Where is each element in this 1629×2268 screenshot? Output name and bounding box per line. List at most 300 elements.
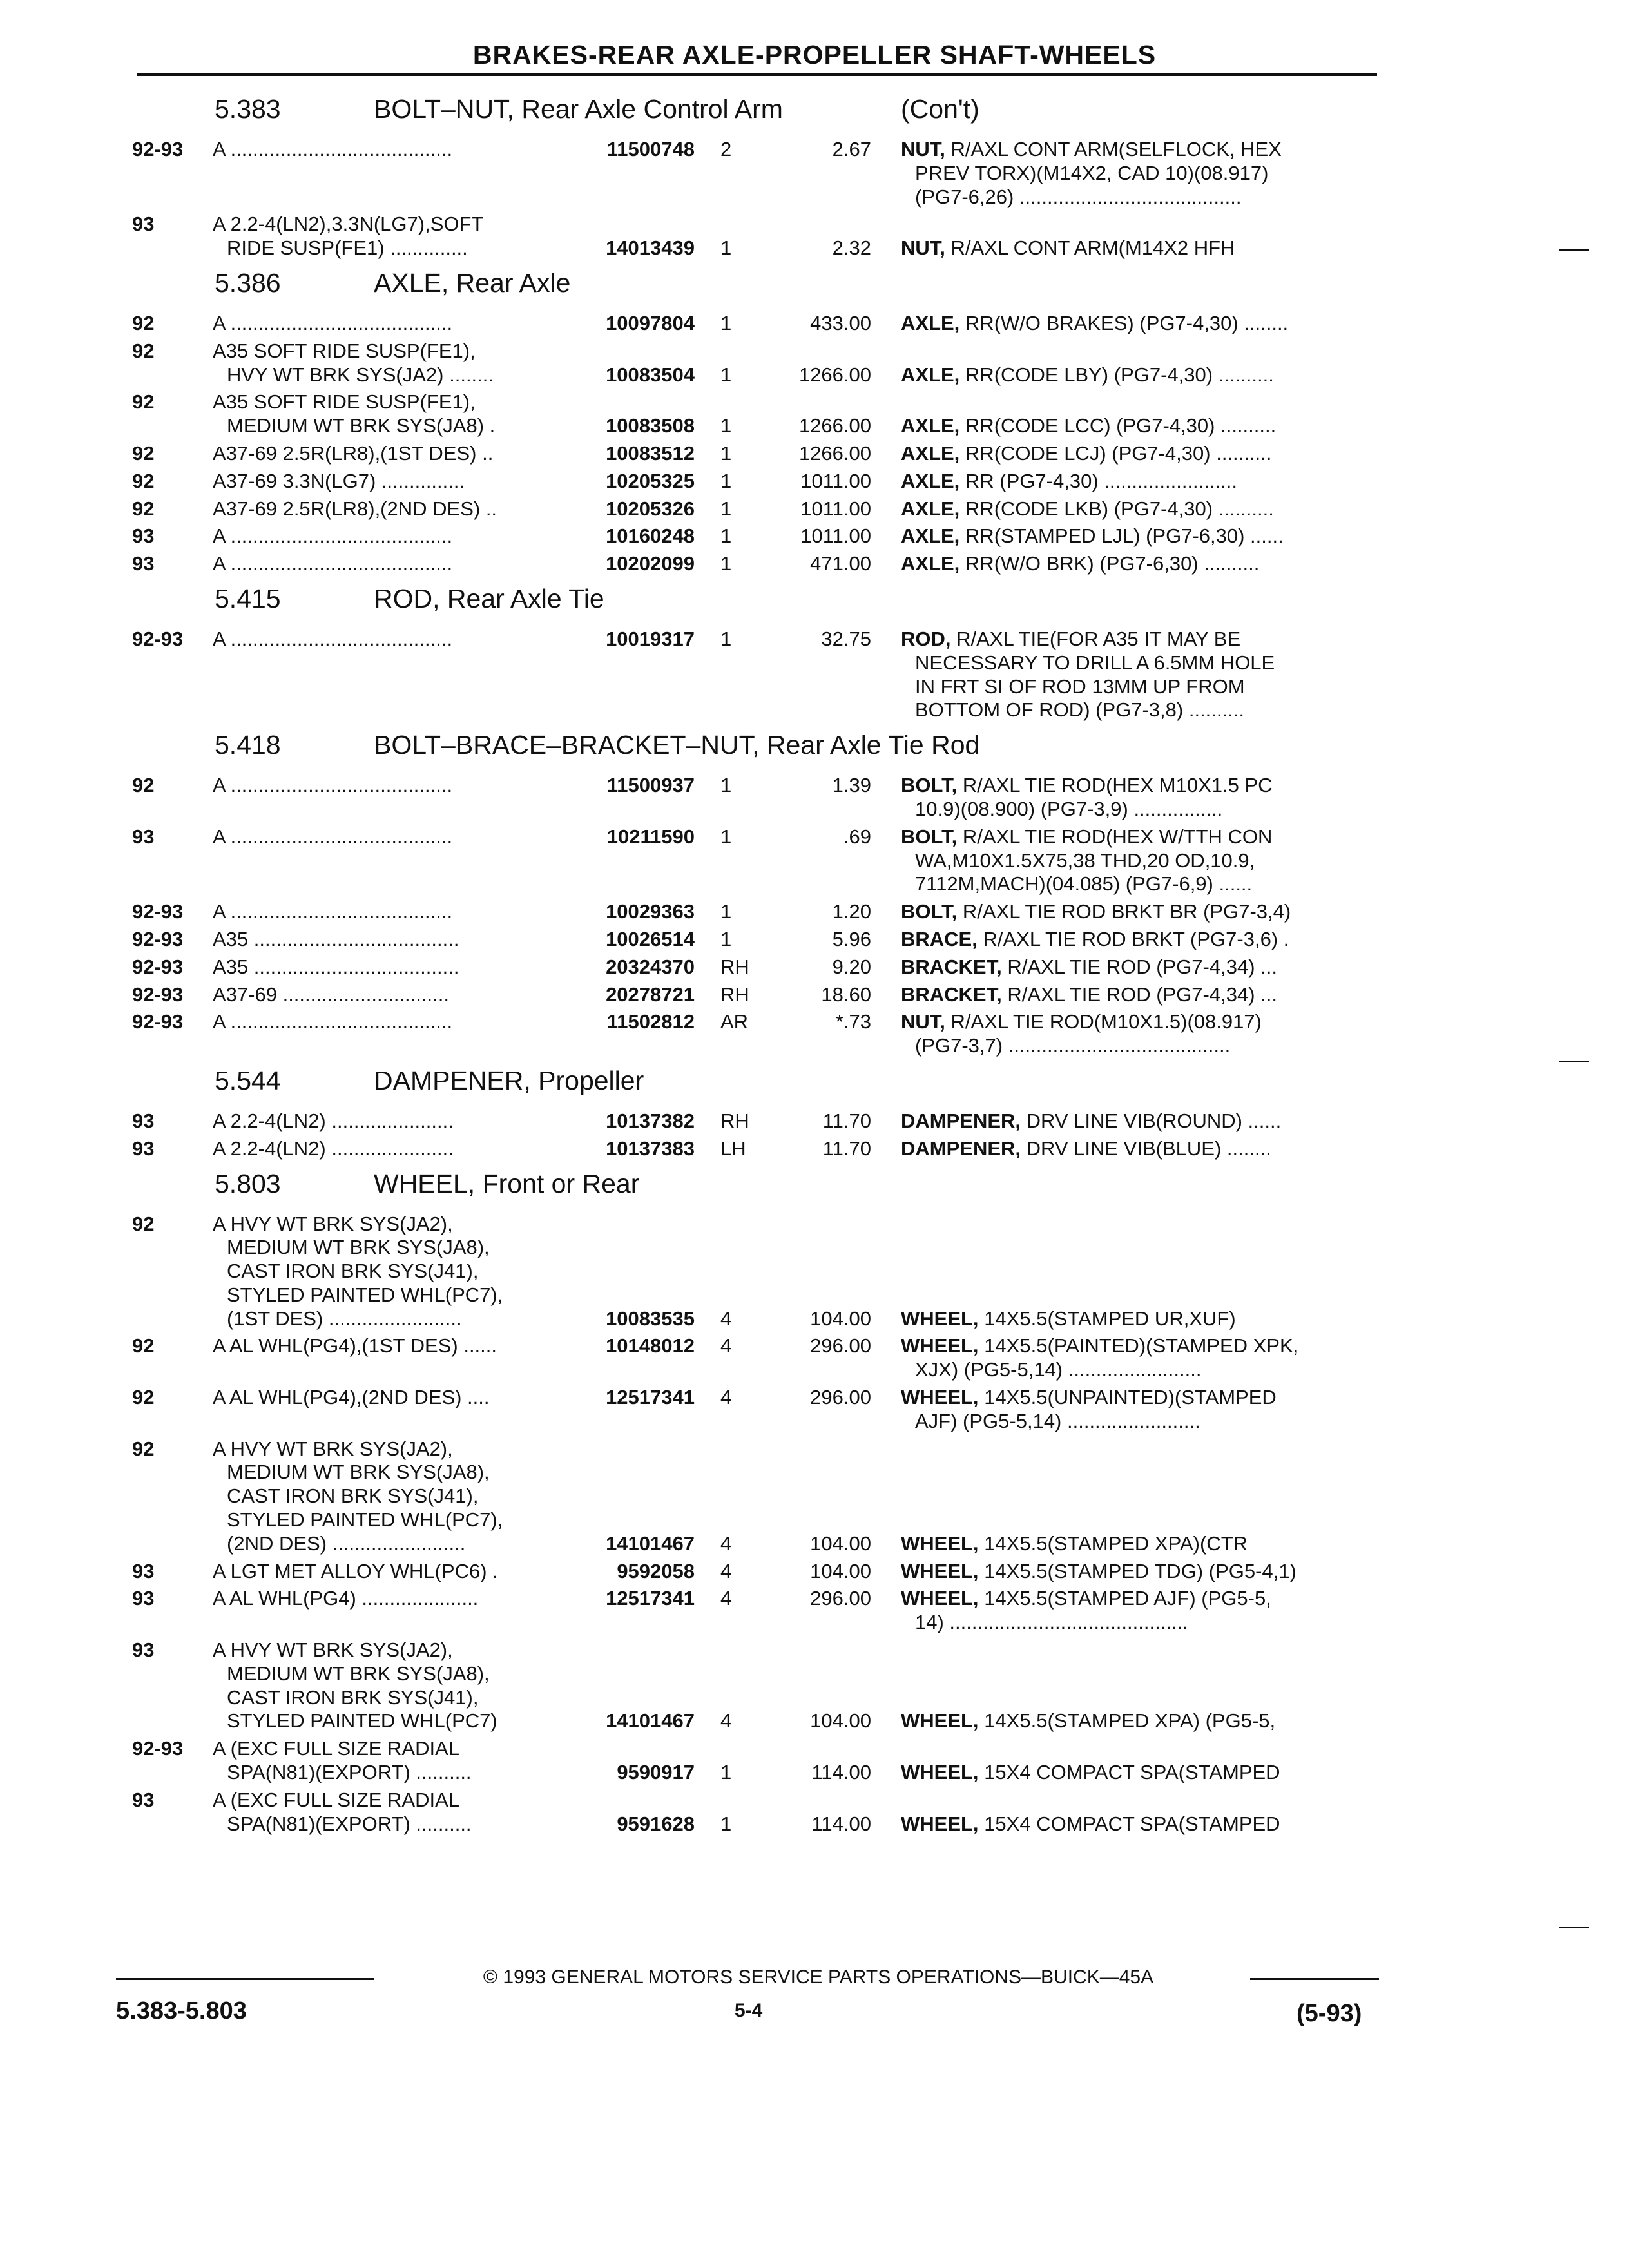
part-description-text: AJF) (PG5-5,14) ........................ [915, 1409, 1200, 1432]
section-number: 5.803 [215, 1168, 281, 1198]
model-years: 92 [132, 1386, 155, 1409]
part-description [901, 497, 1371, 521]
application-text: A AL WHL(PG4),(1ST DES) ...... [213, 1334, 497, 1358]
entry-line [0, 1461, 1629, 1485]
entry-line [0, 628, 1629, 651]
entry-line [0, 497, 1629, 521]
quantity: 1 [720, 1812, 732, 1835]
part-name: WHEEL, [901, 1559, 979, 1582]
part-description [915, 651, 1371, 675]
quantity: 1 [720, 363, 732, 386]
quantity: 1 [720, 414, 732, 437]
part-description-text: NECESSARY TO DRILL A 6.5MM HOLE [915, 651, 1275, 674]
part-entry [0, 1789, 1629, 1836]
entry-line [0, 1532, 1629, 1556]
part-number: 10083508 [606, 414, 695, 437]
part-description-text: R/AXL TIE ROD BRKT BR (PG7-3,4) [962, 900, 1291, 923]
part-description [901, 138, 1371, 162]
part-number: 11500748 [606, 138, 695, 160]
part-description-text: RR(CODE LCC) (PG7-4,30) .......... [965, 414, 1277, 437]
part-description-text: RR(CODE LCJ) (PG7-4,30) .......... [965, 441, 1272, 465]
part-number: 10083512 [606, 441, 695, 465]
part-entry [0, 442, 1629, 466]
quantity: 1 [720, 469, 732, 492]
entry-line [0, 774, 1629, 798]
entry-line [0, 442, 1629, 466]
section-header [0, 90, 1629, 138]
application-text: SPA(N81)(EXPORT) .......... [227, 1761, 472, 1784]
part-number: 10026514 [606, 927, 695, 950]
part-description-text: XJX) (PG5-5,14) ........................ [915, 1358, 1202, 1381]
part-description [901, 363, 1371, 387]
part-number: 10083535 [606, 1307, 695, 1330]
application-text: A HVY WT BRK SYS(JA2), [213, 1437, 453, 1460]
part-description-text: R/AXL TIE ROD(HEX W/TTH CON [962, 825, 1273, 848]
part-description-text: 14X5.5(STAMPED AJF) (PG5-5, [984, 1587, 1271, 1610]
application-text: A ........................................ [213, 311, 453, 334]
footer-rule-left [116, 1978, 374, 1980]
section-title: AXLE, Rear Axle [374, 267, 571, 298]
application-text: MEDIUM WT BRK SYS(JA8), [227, 1662, 490, 1685]
entry-line [0, 414, 1629, 438]
price: 114.00 [811, 1761, 871, 1784]
section-title: WHEEL, Front or Rear [374, 1168, 640, 1198]
application-text: MEDIUM WT BRK SYS(JA8), [227, 1461, 490, 1484]
model-years: 92 [132, 1334, 155, 1358]
part-description-text: 14X5.5(STAMPED TDG) (PG5-4,1) [984, 1559, 1296, 1582]
entry-line [0, 1686, 1629, 1710]
part-name: DAMPENER, [901, 1137, 1021, 1160]
footer-date: (5-93) [1296, 2000, 1362, 2027]
part-number: 10137383 [606, 1137, 695, 1160]
entry-line [0, 1812, 1629, 1836]
price: 104.00 [810, 1532, 871, 1555]
application-text: A (EXC FULL SIZE RADIAL [213, 1788, 460, 1811]
entry-line [0, 1560, 1629, 1584]
quantity: 1 [720, 311, 732, 334]
model-years: 92-93 [132, 955, 184, 978]
entry-line [0, 1236, 1629, 1260]
entry-line [0, 1709, 1629, 1733]
part-description [901, 628, 1371, 651]
application-text: A ........................................ [213, 627, 453, 650]
model-years: 92 [132, 1437, 155, 1460]
part-description [901, 1334, 1371, 1358]
model-years: 92 [132, 311, 155, 334]
application-text: A 2.2-4(LN2) ...................... [213, 1109, 454, 1132]
part-number: 12517341 [606, 1386, 695, 1409]
model-years: 92 [132, 390, 155, 414]
application-text: CAST IRON BRK SYS(J41), [227, 1485, 479, 1508]
section-number: 5.418 [215, 730, 281, 760]
entry-line [0, 390, 1629, 414]
part-number: 10029363 [606, 900, 695, 923]
part-name: BOLT, [901, 774, 958, 797]
part-description-text: RR (PG7-4,30) ........................ [965, 469, 1237, 492]
part-description-text: RR(W/O BRAKES) (PG7-4,30) ........ [965, 311, 1289, 334]
model-years: 93 [132, 825, 155, 848]
quantity: 1 [720, 524, 732, 548]
part-name: AXLE, [901, 552, 960, 575]
model-years: 93 [132, 524, 155, 548]
part-name: NUT, [901, 236, 945, 260]
margin-mark [1559, 1061, 1589, 1062]
application-text: A AL WHL(PG4),(2ND DES) .... [213, 1386, 490, 1409]
price: 11.70 [822, 1137, 871, 1160]
part-name: NUT, [901, 1010, 945, 1033]
entry-line [0, 928, 1629, 952]
application-text: A 2.2-4(LN2),3.3N(LG7),SOFT [213, 213, 484, 236]
part-number: 10160248 [606, 524, 695, 548]
entry-line [0, 698, 1629, 722]
application-text: A37-69 2.5R(LR8),(1ST DES) .. [213, 441, 494, 465]
price: 32.75 [821, 627, 871, 650]
entry-line [0, 1334, 1629, 1358]
entry-line [0, 1485, 1629, 1508]
part-description-text: 14) ........................................... [915, 1611, 1188, 1634]
application-text: A35 SOFT RIDE SUSP(FE1), [213, 390, 476, 414]
part-entry [0, 1213, 1629, 1331]
quantity: LH [720, 1137, 746, 1160]
entry-line [0, 651, 1629, 675]
part-name: AXLE, [901, 524, 960, 548]
part-description [901, 524, 1371, 548]
part-description [901, 312, 1371, 336]
price: 1266.00 [798, 363, 871, 386]
part-description-text: 14X5.5(STAMPED XPA)(CTR [984, 1532, 1248, 1555]
quantity: 1 [720, 927, 732, 950]
quantity: AR [720, 1010, 749, 1033]
part-description-text: RR(CODE LBY) (PG7-4,30) .......... [965, 363, 1274, 386]
entry-gap [0, 1836, 1629, 1840]
application-text: A ........................................ [213, 900, 453, 923]
entry-line [0, 675, 1629, 699]
entry-line [0, 1110, 1629, 1133]
entry-line [0, 340, 1629, 363]
section-header [0, 264, 1629, 312]
part-name: ROD, [901, 627, 951, 650]
model-years: 92 [132, 441, 155, 465]
price: 11.70 [822, 1109, 871, 1132]
model-years: 93 [132, 552, 155, 575]
part-name: WHEEL, [901, 1709, 979, 1733]
application-text: A ........................................ [213, 825, 453, 848]
quantity: 1 [720, 900, 732, 923]
entry-line [0, 1639, 1629, 1662]
part-description [901, 1812, 1371, 1836]
quantity: 4 [720, 1334, 732, 1358]
entry-line [0, 524, 1629, 548]
application-text: STYLED PAINTED WHL(PC7), [227, 1283, 503, 1306]
price: *.73 [835, 1010, 871, 1033]
part-entry [0, 390, 1629, 438]
margin-mark [1559, 1927, 1589, 1928]
margin-mark [1559, 249, 1589, 251]
quantity: 4 [720, 1587, 732, 1610]
part-description-text: R/AXL TIE ROD BRKT (PG7-3,6) . [983, 927, 1289, 950]
part-description [901, 774, 1371, 798]
part-number: 10202099 [606, 552, 695, 575]
part-description [901, 1587, 1371, 1611]
part-number: 14101467 [606, 1532, 695, 1555]
part-entry [0, 1437, 1629, 1556]
model-years: 93 [132, 1788, 155, 1811]
part-name: AXLE, [901, 363, 960, 386]
part-name: BRACKET, [901, 983, 1002, 1006]
part-description-text: R/AXL TIE ROD (PG7-4,34) ... [1007, 955, 1277, 978]
part-description-text: RR(W/O BRK) (PG7-6,30) .......... [965, 552, 1260, 575]
application-text: A ........................................ [213, 524, 453, 548]
price: 1266.00 [798, 441, 871, 465]
part-description-text: 10.9)(08.900) (PG7-3,9) ................ [915, 797, 1223, 820]
model-years: 93 [132, 1587, 155, 1610]
part-number: 12517341 [606, 1587, 695, 1610]
model-years: 93 [132, 1639, 155, 1662]
part-entry [0, 900, 1629, 924]
part-entry [0, 956, 1629, 979]
part-description [915, 1358, 1371, 1382]
part-description [901, 900, 1371, 924]
part-description-text: R/AXL CONT ARM(SELFLOCK, HEX [950, 138, 1282, 160]
part-number: 9592058 [617, 1559, 695, 1582]
quantity: 1 [720, 825, 732, 848]
part-description [901, 1137, 1371, 1161]
quantity: 1 [720, 1761, 732, 1784]
quantity: 4 [720, 1532, 732, 1555]
model-years: 92-93 [132, 983, 184, 1006]
quantity: RH [720, 955, 749, 978]
part-number: 14013439 [606, 236, 695, 260]
part-description [901, 1307, 1371, 1331]
part-description-text: DRV LINE VIB(BLUE) ........ [1026, 1137, 1271, 1160]
part-description [901, 1560, 1371, 1584]
section-title: ROD, Rear Axle Tie [374, 583, 604, 613]
part-number: 20278721 [606, 983, 695, 1006]
entry-line [0, 1010, 1629, 1034]
price: 2.32 [832, 236, 871, 260]
entry-line [0, 1789, 1629, 1812]
application-text: A35 SOFT RIDE SUSP(FE1), [213, 339, 476, 362]
part-description-text: 14X5.5(UNPAINTED)(STAMPED [984, 1386, 1277, 1409]
section-continued: (Con't) [901, 94, 979, 124]
price: 1011.00 [800, 497, 871, 520]
application-text: A37-69 2.5R(LR8),(2ND DES) .. [213, 497, 497, 520]
quantity: 1 [720, 552, 732, 575]
part-description-text: RR(CODE LKB) (PG7-4,30) .......... [965, 497, 1274, 520]
part-entry [0, 552, 1629, 576]
price: 1266.00 [798, 414, 871, 437]
section-title: BOLT–NUT, Rear Axle Control Arm [374, 94, 783, 124]
quantity: 1 [720, 236, 732, 260]
part-description-text: RR(STAMPED LJL) (PG7-6,30) ...... [965, 524, 1284, 548]
model-years: 93 [132, 1109, 155, 1132]
entry-line [0, 849, 1629, 873]
part-description-text: WA,M10X1.5X75,38 THD,20 OD,10.9, [915, 849, 1255, 872]
application-text: (1ST DES) ........................ [227, 1307, 462, 1330]
part-entry [0, 213, 1629, 260]
model-years: 93 [132, 1559, 155, 1582]
application-text: A AL WHL(PG4) ..................... [213, 1587, 479, 1610]
part-name: BRACKET, [901, 955, 1002, 978]
price: 296.00 [810, 1587, 871, 1610]
part-description [901, 442, 1371, 466]
part-description [901, 983, 1371, 1007]
price: 9.20 [832, 955, 871, 978]
price: 18.60 [821, 983, 871, 1006]
application-text: A37-69 3.3N(LG7) ............... [213, 469, 465, 492]
entry-line [0, 1737, 1629, 1761]
part-name: BOLT, [901, 825, 958, 848]
application-text: A ........................................ [213, 1010, 453, 1033]
part-name: WHEEL, [901, 1532, 979, 1555]
entry-line [0, 900, 1629, 924]
part-number: 10205325 [606, 469, 695, 492]
application-text: MEDIUM WT BRK SYS(JA8) . [227, 414, 496, 437]
section-title: DAMPENER, Propeller [374, 1065, 644, 1095]
part-entry [0, 1737, 1629, 1785]
part-number: 10019317 [606, 627, 695, 650]
quantity: RH [720, 1109, 749, 1132]
part-name: AXLE, [901, 311, 960, 334]
entry-line [0, 1437, 1629, 1461]
application-text: STYLED PAINTED WHL(PC7) [227, 1709, 497, 1733]
part-description-text: R/AXL TIE(FOR A35 IT MAY BE [956, 627, 1241, 650]
part-description-text: PREV TORX)(M14X2, CAD 10)(08.917) [915, 161, 1269, 184]
part-entry [0, 825, 1629, 896]
part-description [915, 1611, 1371, 1635]
model-years: 92 [132, 774, 155, 797]
application-text: MEDIUM WT BRK SYS(JA8), [227, 1236, 490, 1259]
section-header [0, 1165, 1629, 1213]
price: 5.96 [832, 927, 871, 950]
entry-line [0, 1662, 1629, 1686]
part-name: BOLT, [901, 900, 958, 923]
application-text: HVY WT BRK SYS(JA2) ........ [227, 363, 494, 386]
part-description-text: 15X4 COMPACT SPA(STAMPED [984, 1812, 1280, 1835]
part-name: AXLE, [901, 497, 960, 520]
part-entry [0, 983, 1629, 1007]
part-name: WHEEL, [901, 1812, 979, 1835]
section-number: 5.386 [215, 267, 281, 298]
part-name: WHEEL, [901, 1761, 979, 1784]
part-description [901, 1110, 1371, 1133]
entry-line [0, 1587, 1629, 1611]
model-years: 92-93 [132, 900, 184, 923]
price: 433.00 [810, 311, 871, 334]
part-name: WHEEL, [901, 1587, 979, 1610]
quantity: 1 [720, 497, 732, 520]
application-text: (2ND DES) ........................ [227, 1532, 466, 1555]
entry-line [0, 1213, 1629, 1236]
model-years: 92-93 [132, 927, 184, 950]
quantity: 1 [720, 627, 732, 650]
part-description-text: DRV LINE VIB(ROUND) ...... [1026, 1109, 1282, 1132]
application-text: A35 ..................................... [213, 955, 459, 978]
price: 1011.00 [800, 524, 871, 548]
part-entry [0, 470, 1629, 494]
part-number: 10083504 [606, 363, 695, 386]
entry-line [0, 470, 1629, 494]
part-description-text: 7112M,MACH)(04.085) (PG7-6,9) ...... [915, 872, 1253, 896]
entry-line [0, 1358, 1629, 1382]
section-title: BOLT–BRACE–BRACKET–NUT, Rear Axle Tie Rod [374, 730, 980, 760]
application-text: RIDE SUSP(FE1) .............. [227, 236, 468, 260]
entry-line [0, 236, 1629, 260]
application-text: A 2.2-4(LN2) ...................... [213, 1137, 454, 1160]
price: 296.00 [810, 1386, 871, 1409]
price: 104.00 [810, 1709, 871, 1733]
application-text: A ........................................ [213, 552, 453, 575]
price: 296.00 [810, 1334, 871, 1358]
price: 2.67 [832, 138, 871, 160]
application-text: CAST IRON BRK SYS(J41), [227, 1686, 479, 1709]
part-entry [0, 497, 1629, 521]
entry-line [0, 213, 1629, 236]
part-description [901, 236, 1371, 260]
application-text: SPA(N81)(EXPORT) .......... [227, 1812, 472, 1835]
application-text: A (EXC FULL SIZE RADIAL [213, 1737, 460, 1760]
entry-line [0, 1410, 1629, 1434]
quantity: 4 [720, 1386, 732, 1409]
part-description [901, 1010, 1371, 1034]
part-name: AXLE, [901, 469, 960, 492]
part-entry [0, 524, 1629, 548]
part-number: 9591628 [617, 1812, 695, 1835]
entry-line [0, 138, 1629, 162]
section-number: 5.544 [215, 1065, 281, 1095]
part-description [915, 698, 1371, 722]
model-years: 92 [132, 497, 155, 520]
entry-line [0, 186, 1629, 209]
part-name: DAMPENER, [901, 1109, 1021, 1132]
footer-range: 5.383-5.803 [116, 1997, 247, 2024]
price: 1.20 [832, 900, 871, 923]
price: 104.00 [810, 1307, 871, 1330]
part-description-text: R/AXL TIE ROD (PG7-4,34) ... [1007, 983, 1277, 1006]
part-description [901, 1709, 1371, 1733]
part-description-text: 14X5.5(PAINTED)(STAMPED XPK, [984, 1334, 1299, 1358]
part-name: WHEEL, [901, 1386, 979, 1409]
part-description [915, 186, 1371, 209]
application-text: A37-69 .............................. [213, 983, 449, 1006]
part-entry [0, 774, 1629, 822]
part-name: BRACE, [901, 927, 978, 950]
section-header [0, 726, 1629, 774]
quantity: 4 [720, 1559, 732, 1582]
model-years: 92 [132, 469, 155, 492]
part-number: 10097804 [606, 311, 695, 334]
entry-line [0, 1508, 1629, 1532]
entry-line [0, 162, 1629, 186]
part-name: AXLE, [901, 441, 960, 465]
part-number: 11500937 [606, 774, 695, 797]
part-entry [0, 1137, 1629, 1161]
entry-line [0, 1260, 1629, 1283]
footer-copyright: © 1993 GENERAL MOTORS SERVICE PARTS OPERATIONS—BUICK—45A [483, 1966, 1154, 1988]
part-name: WHEEL, [901, 1307, 979, 1330]
section-number: 5.415 [215, 583, 281, 613]
model-years: 92-93 [132, 138, 184, 160]
price: 114.00 [811, 1812, 871, 1835]
application-text: A35 ..................................... [213, 927, 459, 950]
model-years: 93 [132, 1137, 155, 1160]
part-description [901, 956, 1371, 979]
part-entry [0, 138, 1629, 209]
part-entry [0, 628, 1629, 722]
part-number: 9590917 [617, 1761, 695, 1784]
part-description-text: (PG7-6,26) ........................................ [915, 185, 1242, 208]
part-entry [0, 312, 1629, 336]
